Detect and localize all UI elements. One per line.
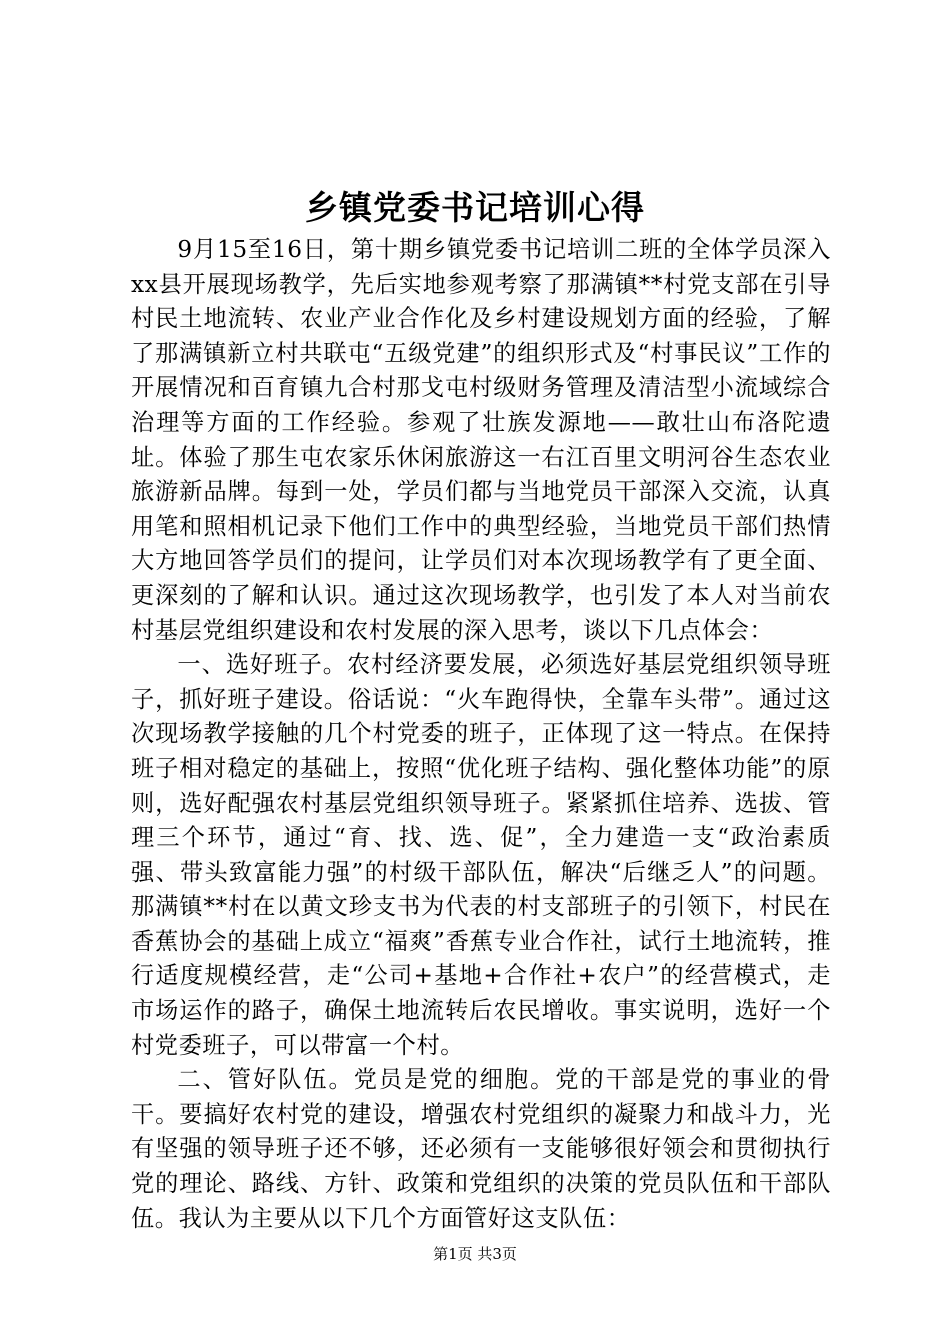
paragraph-intro: 9月15至16日，第十期乡镇党委书记培训二班的全体学员深入xx县开展现场教学，先后实地参观考察了那满镇**村党支部在引导村民土地流转、农业产业合作化及乡村建设规划方面的经验，了解了那满镇新立村共联屯“五级党建”的组织形式及“村事民议”工作的开展情况和百育镇九合村那戈屯村级财务管理及清洁型小流域综合治理等方面的工作经验。参观了壮族发源地——敢壮山布洛陀遗址。体验了那生屯农家乐休闲旅游这一右江百里文明河谷生态农业旅游新品牌。每到一处，学员们都与当地党员干部深入交流，认真用笔和照相机记录下他们工作中的典型经验，当地党员干部们热情大方地回答学员们的提问，让学员们对本次现场教学有了更全面、更深刻的了解和认识。通过这次现场教学，也引发了本人对当前农村基层党组织建设和农村发展的深入思考，谈以下几点体会： <box>131 236 831 644</box>
paragraph-section-one: 一、选好班子。农村经济要发展，必须选好基层党组织领导班子，抓好班子建设。俗话说：“火车跑得快，全靠车头带”。通过这次现场教学接触的几个村党委的班子，正体现了这一特点。在保持班子相对稳定的基础上，按照“优化班子结构、强化整体功能”的原则，选好配强农村基层党组织领导班子。紧紧抓住培养、选拔、管理三个环节，通过“育、找、选、促”，全力建造一支“政治素质强、带头致富能力强”的村级干部队伍，解决“后继乏人”的问题。那满镇**村在以黄文珍支书为代表的村支部班子的引领下，村民在香蕉协会的基础上成立“福爽”香蕉专业合作社，试行土地流转，推行适度规模经营，走“公司+基地+合作社+农户”的经营模式，走市场运作的路子，确保土地流转后农民增收。事实说明，选好一个村党委班子，可以带富一个村。 <box>131 651 831 1059</box>
page-number-footer: 第1页 共3页 <box>433 1245 517 1263</box>
document-title: 乡镇党委书记培训心得 <box>305 188 645 227</box>
paragraph-section-two: 二、管好队伍。党员是党的细胞。党的干部是党的事业的骨干。要搞好农村党的建设，增强农村党组织的凝聚力和战斗力，光有坚强的领导班子还不够，还必须有一支能够很好领会和贯彻执行党的理论、路线、方针、政策和党组织的决策的党员队伍和干部队伍。我认为主要从以下几个方面管好这支队伍： <box>131 1066 831 1232</box>
document-body <box>131 233 831 1236</box>
